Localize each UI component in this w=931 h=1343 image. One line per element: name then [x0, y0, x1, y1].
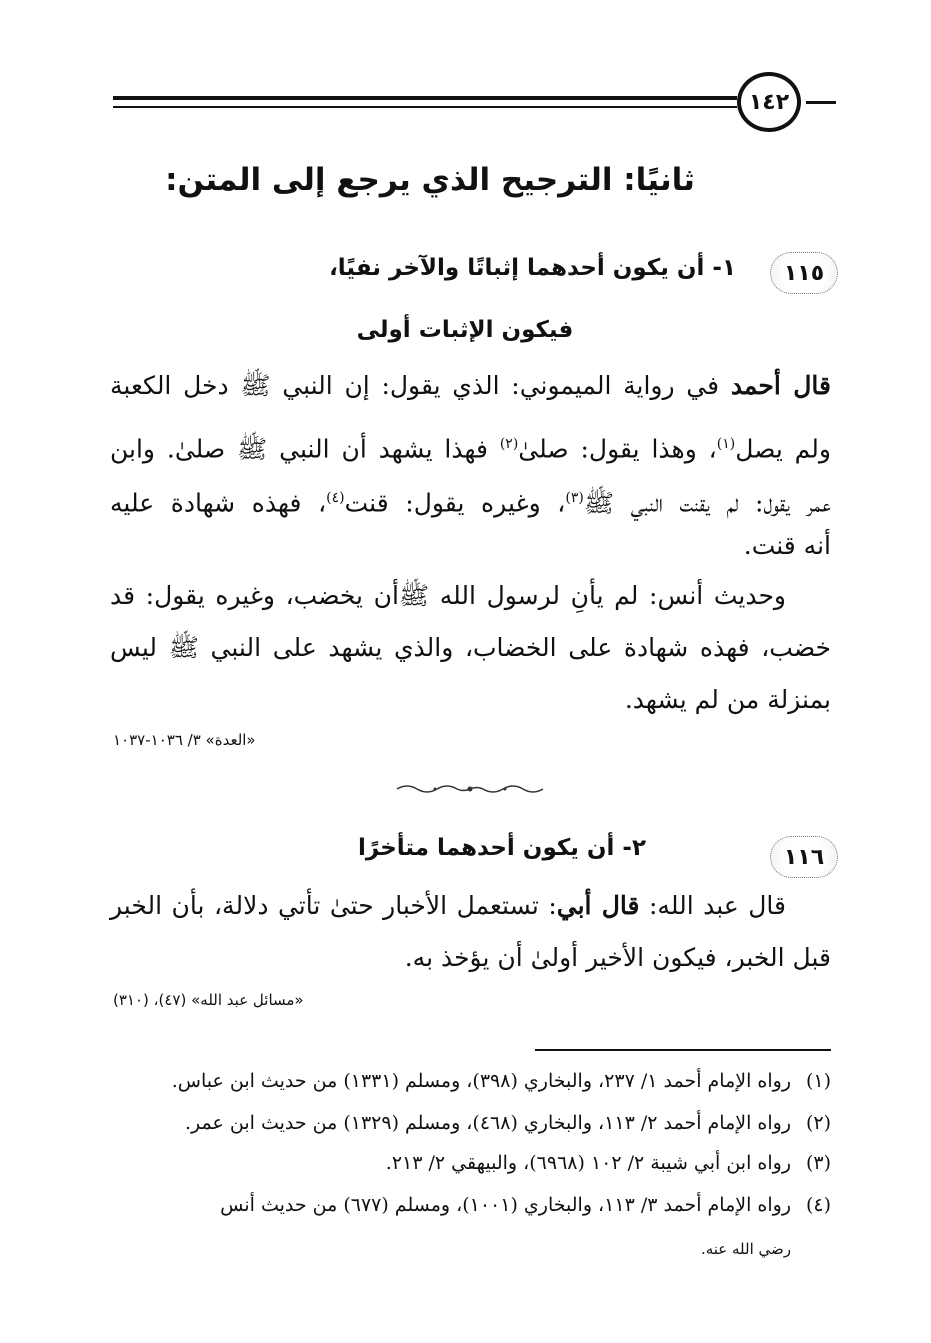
paragraph-line: خضب، فهذه شهادة على الخضاب، والذي يشهد على النبي ﷺ ليس	[110, 633, 831, 662]
author-name: قال أحمد	[730, 371, 831, 400]
source-citation: «العدة» ٣/ ١٠٣٦-١٠٣٧	[113, 731, 256, 749]
header-rule-right	[806, 101, 836, 104]
footnote: (٢)رواه الإمام أحمد ٢/ ١١٣، والبخاري (٤٦٨)، ومسلم (١٣٢٩) من حديث ابن عمر.	[184, 1112, 831, 1134]
item-heading-continued: فيكون الإثبات أولى	[356, 317, 574, 343]
item-number-badge: ١١٥	[770, 252, 838, 294]
paragraph-line: قبل الخبر، فيكون الأخير أولىٰ أن يؤخذ به.	[404, 943, 831, 972]
paragraph-line: وحديث أنس: لم يأنِ لرسول الله ﷺأن يخضب، وغيره يقول: قد	[110, 581, 786, 610]
item-heading: ١- أن يكون أحدهما إثباتًا والآخر نفيًا،	[329, 255, 736, 281]
paragraph-line: قال عبد الله: قال أبي: تستعمل الأخبار حتىٰ تأتي دلالة، بأن الخبر	[110, 891, 786, 920]
footnote-ref: (٤)	[326, 490, 345, 506]
paragraph-line: عمر يقول: لم يقنت النبي ﷺ$^{(٣)}$، وغيره يقول: قنت$^{(٤)}$، فهذه شهادة عليه	[110, 488, 831, 518]
speaker-name: قال أبي	[556, 891, 640, 920]
footnote-continuation: رضي الله عنه.	[700, 1240, 791, 1258]
footnote: (٣)رواه ابن أبي شيبة ٢/ ١٠٢ (٦٩٦٨)، والبيهقي ٢/ ٢١٣.	[385, 1152, 831, 1174]
footnote-ref: (١)	[716, 436, 736, 452]
footnote: (١)رواه الإمام أحمد ١/ ٢٣٧، والبخاري (٣٩٨)، ومسلم (١٣٣١) من حديث ابن عباس.	[171, 1070, 831, 1092]
item-number-badge: ١١٦	[770, 836, 838, 878]
ornament-divider-icon	[395, 783, 545, 795]
footnote: (٤)رواه الإمام أحمد ٣/ ١١٣، والبخاري (١٠٠١)، ومسلم (٦٧٧) من حديث أنس	[220, 1194, 831, 1216]
source-citation: «مسائل عبد الله» (٤٧)، (٣١٠)	[113, 991, 304, 1009]
paragraph-line: قال أحمد في رواية الميموني: الذي يقول: إن النبي ﷺ دخل الكعبة	[110, 371, 831, 400]
footnote-ref: (٢)	[499, 436, 519, 452]
header-rule-bottom	[113, 106, 737, 108]
page-number: ١٤٢	[737, 72, 801, 132]
paragraph-line: أنه قنت.	[743, 531, 831, 560]
footnote-separator	[535, 1049, 831, 1051]
footnote-ref: (٣)	[565, 490, 584, 506]
section-title: ثانيًا: الترجيح الذي يرجع إلى المتن:	[165, 162, 695, 198]
paragraph-line: ولم يصل$^{(١)}$، وهذا يقول: صلىٰ$^{(٢)}$ فهذا يشهد أن النبي ﷺ صلىٰ. وابن	[110, 434, 831, 464]
paragraph-line: بمنزلة من لم يشهد.	[624, 685, 831, 714]
item-heading: ٢- أن يكون أحدهما متأخرًا	[358, 835, 646, 861]
header-rule-top	[113, 96, 737, 100]
